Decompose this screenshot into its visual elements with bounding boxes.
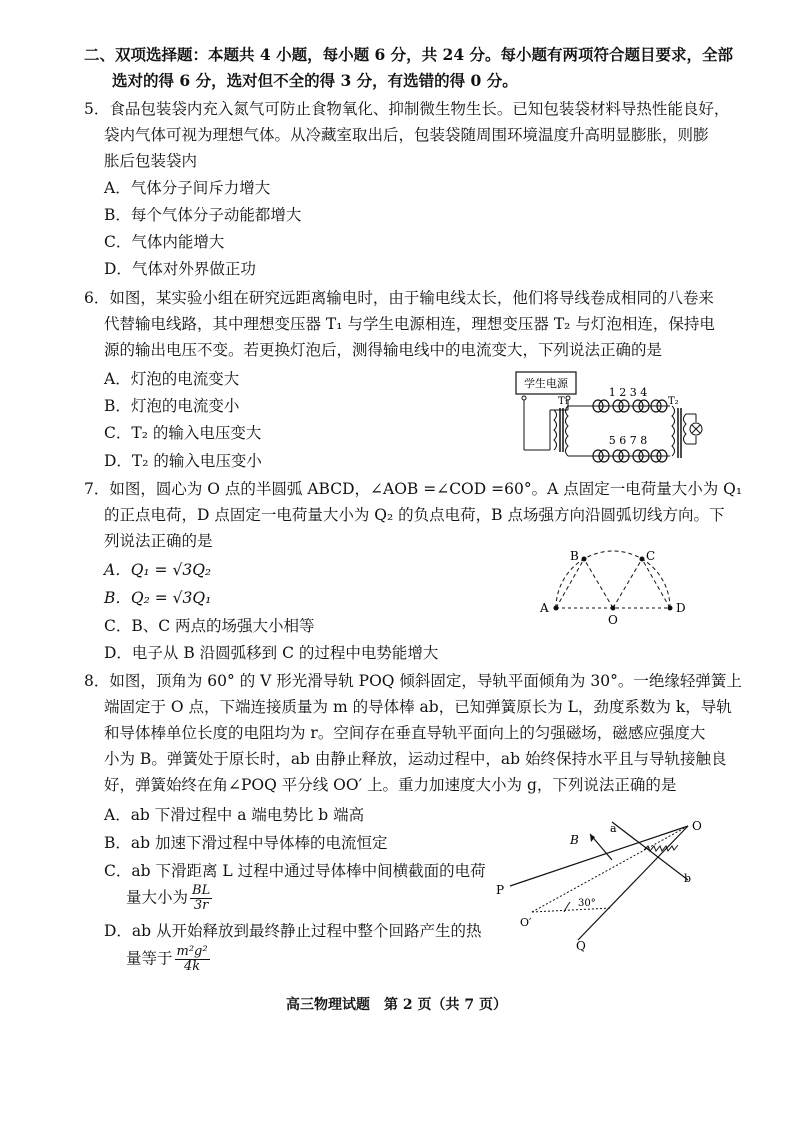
q7-point-d: D: [676, 601, 686, 615]
q6-source-label: 学生电源: [524, 377, 568, 390]
q8-rail-figure: [492, 812, 712, 952]
q8-point-b: b: [684, 872, 692, 885]
q7-option-a: A．Q₁ = √3Q₂: [104, 561, 212, 579]
q8-point-q: Q: [576, 939, 586, 952]
q7-option-d: D．电子从 B 沿圆弧移到 C 的过程中电势能增大: [104, 644, 439, 662]
q8-point-a: a: [610, 822, 617, 835]
q8-stem-line4: 小为 B。弹簧处于原长时，ab 由静止释放，运动过程中，ab 始终保持水平且与导轨接触良: [104, 750, 727, 768]
q7-stem-line1: 7．如图，圆心为 O 点的半圆弧 ABCD，∠AOB =∠COD =60°。A 点固定一电荷量大小为 Q₁: [84, 480, 743, 498]
q6-coils-bottom-label: 5 6 7 8: [608, 434, 648, 447]
q6-coils-top-label: 1 2 3 4: [608, 386, 648, 399]
q5-option-b: B．每个气体分子动能都增大: [104, 206, 302, 224]
q6-circuit-figure: [510, 370, 710, 470]
q6-option-d: D．T₂ 的输入电压变小: [104, 452, 262, 470]
q6-stem-line1: 6．如图，某实验小组在研究远距离输电时，由于输电线太长，他们将导线卷成相同的八卷来: [84, 289, 714, 307]
q8-option-a: A．ab 下滑过程中 a 端电势比 b 端高: [104, 806, 365, 824]
q6-t1-label: T₁: [558, 396, 569, 407]
q7-stem-line3: 列说法正确的是: [104, 532, 213, 550]
q6-stem-line3: 源的输出电压不变。若更换灯泡后，测得输电线中的电流变大，下列说法正确的是: [104, 341, 663, 359]
section-heading-line2: 选对的得 6 分，选对但不全的得 3 分，有选错的得 0 分。: [112, 71, 518, 90]
q8-angle-label: 30°: [578, 898, 596, 909]
q7-point-b: B: [570, 549, 579, 563]
q6-option-a: A．灯泡的电流变大: [104, 370, 240, 388]
q5-option-d: D．气体对外界做正功: [104, 260, 256, 278]
q6-t2-label: T₂: [668, 396, 679, 407]
page-footer: 高三物理试题 第 2 页（共 7 页）: [286, 997, 507, 1013]
q5-stem-line1: 5．食品包装袋内充入氮气可防止食物氧化、抑制微生物生长。已知包装袋材料导热性能良好，: [84, 100, 730, 118]
q7-point-a: A: [540, 601, 549, 615]
q8-stem-line2: 端固定于 O 点，下端连接质量为 m 的导体棒 ab，已知弹簧原长为 L，劲度系数为 k，导轨: [104, 698, 732, 716]
q7-semicircle-figure: [536, 548, 696, 628]
q8-point-o: O: [692, 819, 702, 833]
q7-stem-line2: 的正点电荷，D 点固定一电荷量大小为 Q₂ 的负点电荷，B 点场强方向沿圆弧切线方向。下: [104, 506, 725, 524]
q8-option-d-line1: D．ab 从开始释放到最终静止过程中整个回路产生的热: [104, 922, 482, 940]
q8-stem-line3: 和导体棒单位长度的电阻均为 r。空间存在垂直导轨平面向上的匀强磁场，磁感应强度大: [104, 724, 706, 742]
q8-option-d-line2: 量等于 $\frac{\text{m²g²}}{4k}$: [126, 944, 208, 974]
q6-stem-line2: 代替输电线路，其中理想变压器 T₁ 与学生电源相连，理想变压器 T₂ 与灯泡相连，保持电: [104, 315, 715, 333]
q5-stem-line3: 胀后包装袋内: [104, 152, 198, 170]
q8-option-c-line1: C．ab 下滑距离 L 过程中通过导体棒中间横截面的电荷: [104, 862, 486, 880]
q8-point-o-prime: O′: [520, 916, 532, 929]
q7-option-c: C．B、C 两点的场强大小相等: [104, 617, 315, 635]
q8-option-c-line2: 量大小为 $\frac{BL}{3r}$: [126, 883, 211, 913]
q8-option-d-fraction: $\frac{\text{m²g²}}{4k}$: [176, 944, 208, 974]
q8-option-c-fraction: $\frac{BL}{3r}$: [192, 883, 211, 913]
q5-option-a: A．气体分子间斥力增大: [104, 179, 271, 197]
q6-option-c: C．T₂ 的输入电压变大: [104, 424, 262, 442]
q8-point-p: P: [496, 883, 505, 897]
q8-option-b: B．ab 加速下滑过程中导体棒的电流恒定: [104, 834, 388, 852]
q8-stem-line5: 好，弹簧始终在角∠POQ 平分线 OO′ 上。重力加速度大小为 g，下列说法正确的是: [104, 776, 677, 794]
q7-option-b: B．Q₂ = √3Q₁: [104, 589, 212, 607]
q5-stem-line2: 袋内气体可视为理想气体。从冷藏室取出后，包装袋随周围环境温度升高明显膨胀，则膨: [104, 126, 709, 144]
q7-point-o: O: [608, 613, 618, 627]
q8-stem-line1: 8．如图，顶角为 60° 的 V 形光滑导轨 POQ 倾斜固定，导轨平面倾角为 30°。一绝缘轻弹簧上: [84, 672, 742, 690]
q8-field-label: B: [570, 833, 579, 847]
section-heading-line1: 二、双项选择题：本题共 4 小题，每小题 6 分，共 24 分。每小题有两项符合题目要求，全部: [84, 45, 734, 64]
q6-option-b: B．灯泡的电流变小: [104, 397, 240, 415]
q5-option-c: C．气体内能增大: [104, 233, 225, 251]
q7-point-c: C: [646, 549, 656, 563]
